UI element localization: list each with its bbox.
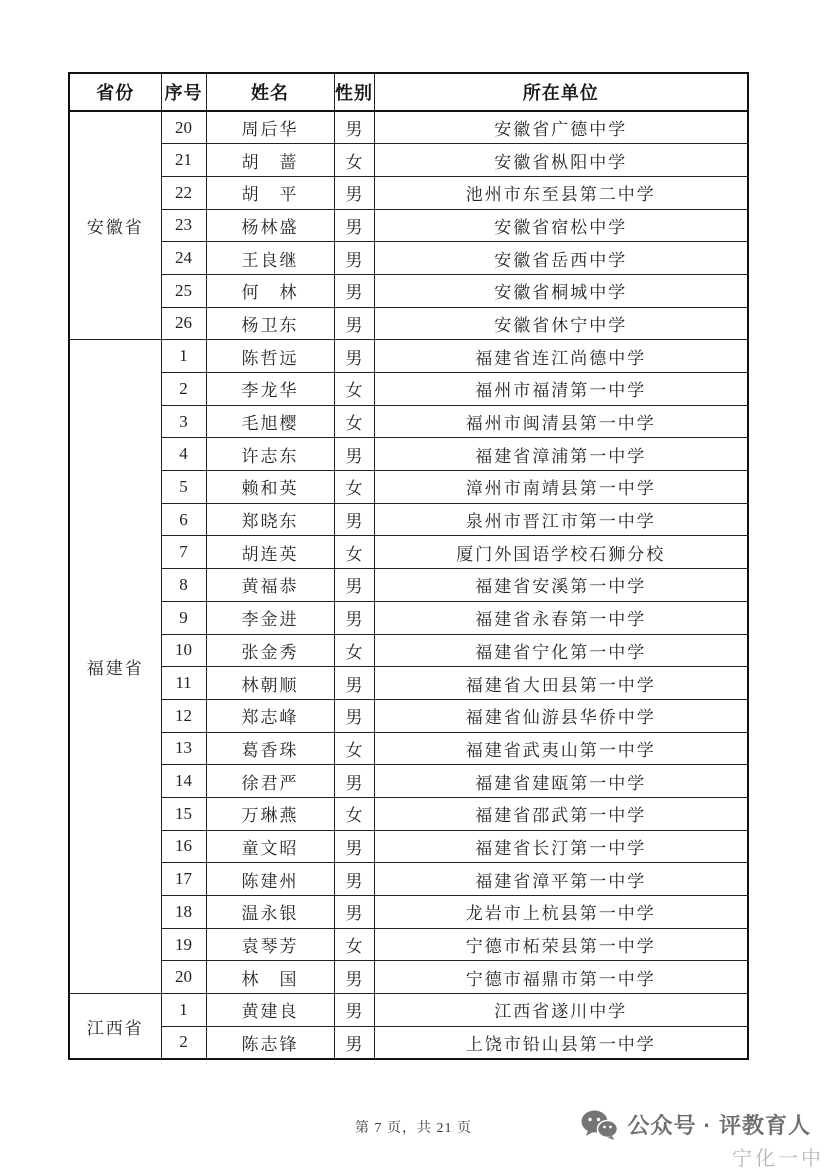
name-cell: 林朝顺	[206, 667, 334, 700]
table-row	[69, 503, 748, 536]
table-row	[69, 438, 748, 471]
seq-cell: 12	[161, 699, 206, 732]
seq-cell: 7	[161, 536, 206, 569]
seq-cell: 2	[161, 373, 206, 406]
table-row	[69, 274, 748, 307]
gender-cell: 女	[334, 797, 374, 830]
header-name: 姓名	[206, 73, 334, 111]
table-row	[69, 928, 748, 961]
seq-cell: 19	[161, 928, 206, 961]
wechat-account-label: 公众号 · 评教育人	[627, 1113, 811, 1138]
unit-cell: 安徽省枞阳中学	[374, 144, 748, 177]
gender-cell: 男	[334, 961, 374, 994]
gender-cell: 女	[334, 471, 374, 504]
name-cell: 黄福恭	[206, 569, 334, 602]
gender-cell: 女	[334, 144, 374, 177]
unit-cell: 福建省武夷山第一中学	[374, 732, 748, 765]
seq-cell: 25	[161, 274, 206, 307]
unit-cell: 福建省仙游县华侨中学	[374, 699, 748, 732]
header-province: 省份	[69, 73, 161, 111]
gender-cell: 女	[334, 928, 374, 961]
table-row	[69, 373, 748, 406]
table-row	[69, 340, 748, 373]
seq-cell: 22	[161, 176, 206, 209]
table-row	[69, 634, 748, 667]
unit-cell: 福州市闽清县第一中学	[374, 405, 748, 438]
seq-cell: 20	[161, 111, 206, 144]
unit-cell: 厦门外国语学校石狮分校	[374, 536, 748, 569]
name-cell: 万琳燕	[206, 797, 334, 830]
name-cell: 何 林	[206, 274, 334, 307]
table-row	[69, 1026, 748, 1059]
seq-cell: 9	[161, 601, 206, 634]
table-row	[69, 307, 748, 340]
table-row	[69, 242, 748, 275]
seq-cell: 3	[161, 405, 206, 438]
name-cell: 葛香珠	[206, 732, 334, 765]
seq-cell: 17	[161, 863, 206, 896]
table-row	[69, 601, 748, 634]
table-row	[69, 732, 748, 765]
header-row	[69, 73, 748, 111]
name-cell: 张金秀	[206, 634, 334, 667]
seq-cell: 4	[161, 438, 206, 471]
gender-cell: 男	[334, 242, 374, 275]
seq-cell: 18	[161, 896, 206, 929]
school-watermark: 宁化一中	[732, 1148, 824, 1170]
gender-cell: 女	[334, 405, 374, 438]
table-row	[69, 830, 748, 863]
table-row	[69, 569, 748, 602]
name-cell: 徐君严	[206, 765, 334, 798]
name-cell: 李龙华	[206, 373, 334, 406]
gender-cell: 男	[334, 176, 374, 209]
unit-cell: 福建省漳浦第一中学	[374, 438, 748, 471]
gender-cell: 男	[334, 896, 374, 929]
name-cell: 陈志锋	[206, 1026, 334, 1059]
name-cell: 胡 蔷	[206, 144, 334, 177]
gender-cell: 男	[334, 1026, 374, 1059]
name-cell: 杨林盛	[206, 209, 334, 242]
seq-cell: 2	[161, 1026, 206, 1059]
seq-cell: 23	[161, 209, 206, 242]
table-row	[69, 471, 748, 504]
gender-cell: 女	[334, 373, 374, 406]
unit-cell: 福建省连江尚德中学	[374, 340, 748, 373]
unit-cell: 福州市福清第一中学	[374, 373, 748, 406]
seq-cell: 20	[161, 961, 206, 994]
unit-cell: 福建省长汀第一中学	[374, 830, 748, 863]
roster-table-body	[69, 111, 748, 1059]
unit-cell: 安徽省宿松中学	[374, 209, 748, 242]
page-number-indicator: 第 7 页，共 21 页	[355, 1121, 472, 1136]
name-cell: 袁琴芳	[206, 928, 334, 961]
header-seq: 序号	[161, 73, 206, 111]
table-row	[69, 896, 748, 929]
table-row	[69, 797, 748, 830]
table-row	[69, 667, 748, 700]
unit-cell: 福建省大田县第一中学	[374, 667, 748, 700]
unit-cell: 宁德市柘荣县第一中学	[374, 928, 748, 961]
table-row	[69, 536, 748, 569]
name-cell: 郑志峰	[206, 699, 334, 732]
seq-cell: 10	[161, 634, 206, 667]
header-gender: 性别	[334, 73, 374, 111]
gender-cell: 男	[334, 765, 374, 798]
seq-cell: 13	[161, 732, 206, 765]
unit-cell: 江西省遂川中学	[374, 994, 748, 1027]
gender-cell: 男	[334, 830, 374, 863]
roster-table-header	[69, 73, 748, 111]
name-cell: 周后华	[206, 111, 334, 144]
table-row	[69, 699, 748, 732]
unit-cell: 安徽省广德中学	[374, 111, 748, 144]
gender-cell: 女	[334, 732, 374, 765]
unit-cell: 宁德市福鼎市第一中学	[374, 961, 748, 994]
gender-cell: 男	[334, 699, 374, 732]
name-cell: 胡连英	[206, 536, 334, 569]
table-row	[69, 405, 748, 438]
unit-cell: 福建省永春第一中学	[374, 601, 748, 634]
unit-cell: 福建省安溪第一中学	[374, 569, 748, 602]
name-cell: 许志东	[206, 438, 334, 471]
province-cell: 安徽省	[69, 111, 161, 340]
unit-cell: 福建省邵武第一中学	[374, 797, 748, 830]
wechat-bubbles-icon	[581, 1110, 618, 1140]
wechat-account-line	[581, 1109, 811, 1140]
table-row	[69, 209, 748, 242]
table-row	[69, 765, 748, 798]
table-row	[69, 863, 748, 896]
gender-cell: 男	[334, 209, 374, 242]
header-unit: 所在单位	[374, 73, 748, 111]
name-cell: 黄建良	[206, 994, 334, 1027]
name-cell: 胡 平	[206, 176, 334, 209]
seq-cell: 1	[161, 340, 206, 373]
gender-cell: 男	[334, 569, 374, 602]
seq-cell: 14	[161, 765, 206, 798]
seq-cell: 16	[161, 830, 206, 863]
unit-cell: 安徽省桐城中学	[374, 274, 748, 307]
table-row	[69, 176, 748, 209]
name-cell: 陈哲远	[206, 340, 334, 373]
unit-cell: 福建省宁化第一中学	[374, 634, 748, 667]
seq-cell: 1	[161, 994, 206, 1027]
name-cell: 陈建州	[206, 863, 334, 896]
seq-cell: 26	[161, 307, 206, 340]
gender-cell: 男	[334, 667, 374, 700]
name-cell: 毛旭樱	[206, 405, 334, 438]
unit-cell: 安徽省岳西中学	[374, 242, 748, 275]
table-row	[69, 994, 748, 1027]
unit-cell: 福建省漳平第一中学	[374, 863, 748, 896]
name-cell: 林 国	[206, 961, 334, 994]
gender-cell: 男	[334, 111, 374, 144]
gender-cell: 男	[334, 274, 374, 307]
table-row	[69, 144, 748, 177]
unit-cell: 龙岩市上杭县第一中学	[374, 896, 748, 929]
roster-table	[68, 72, 749, 1060]
seq-cell: 8	[161, 569, 206, 602]
table-row	[69, 961, 748, 994]
unit-cell: 福建省建瓯第一中学	[374, 765, 748, 798]
unit-cell: 上饶市铅山县第一中学	[374, 1026, 748, 1059]
name-cell: 郑晓东	[206, 503, 334, 536]
name-cell: 李金进	[206, 601, 334, 634]
seq-cell: 11	[161, 667, 206, 700]
name-cell: 杨卫东	[206, 307, 334, 340]
name-cell: 王良继	[206, 242, 334, 275]
gender-cell: 男	[334, 340, 374, 373]
gender-cell: 男	[334, 601, 374, 634]
seq-cell: 24	[161, 242, 206, 275]
name-cell: 赖和英	[206, 471, 334, 504]
table-row	[69, 111, 748, 144]
province-cell: 福建省	[69, 340, 161, 994]
unit-cell: 池州市东至县第二中学	[374, 176, 748, 209]
unit-cell: 泉州市晋江市第一中学	[374, 503, 748, 536]
name-cell: 温永银	[206, 896, 334, 929]
gender-cell: 男	[334, 863, 374, 896]
province-cell: 江西省	[69, 994, 161, 1059]
unit-cell: 安徽省休宁中学	[374, 307, 748, 340]
seq-cell: 15	[161, 797, 206, 830]
unit-cell: 漳州市南靖县第一中学	[374, 471, 748, 504]
gender-cell: 女	[334, 634, 374, 667]
seq-cell: 21	[161, 144, 206, 177]
gender-cell: 男	[334, 438, 374, 471]
gender-cell: 男	[334, 307, 374, 340]
seq-cell: 5	[161, 471, 206, 504]
seq-cell: 6	[161, 503, 206, 536]
gender-cell: 男	[334, 994, 374, 1027]
gender-cell: 男	[334, 503, 374, 536]
gender-cell: 女	[334, 536, 374, 569]
name-cell: 童文昭	[206, 830, 334, 863]
